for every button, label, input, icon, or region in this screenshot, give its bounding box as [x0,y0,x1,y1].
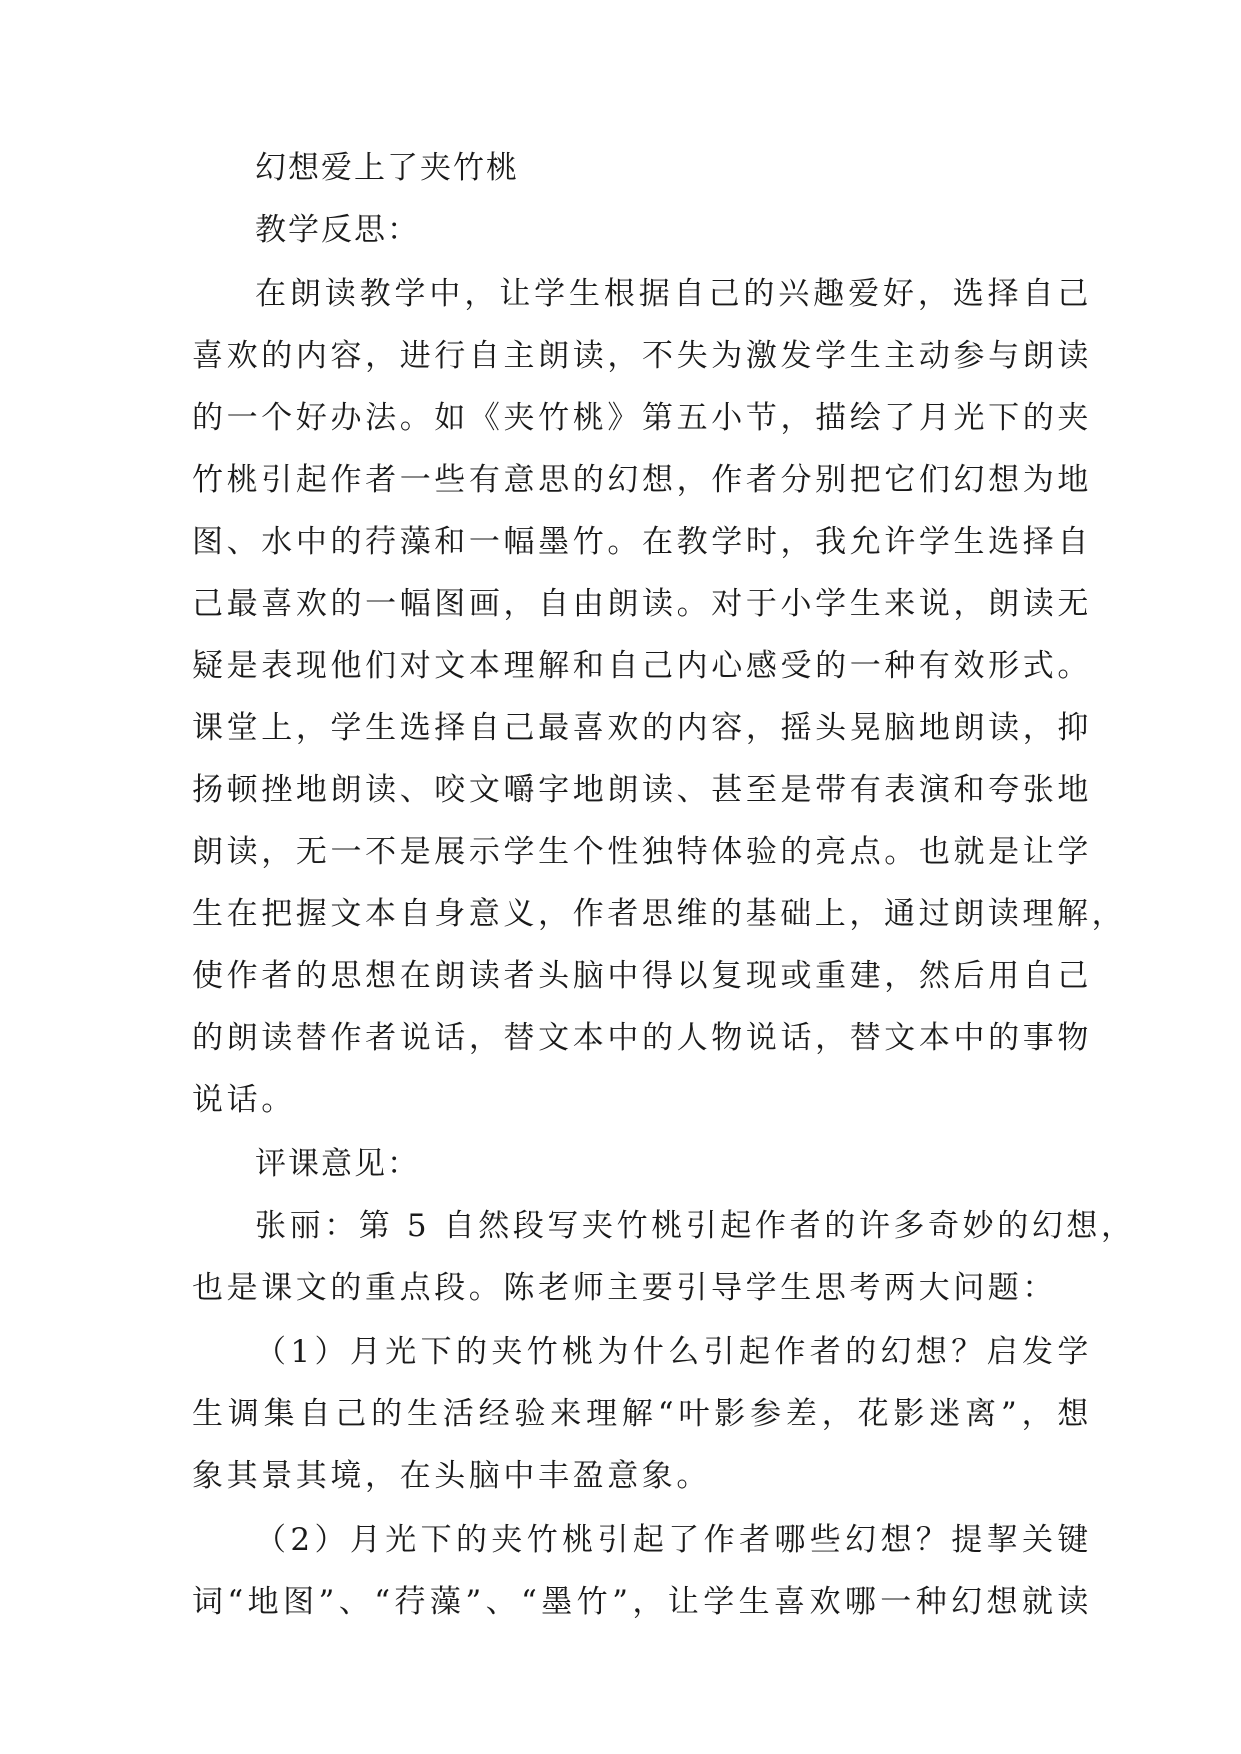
reflection-line: 疑是表现他们对文本理解和自己内心感受的一种有效形式。 [192,648,1092,684]
review-heading: 评课意见： [255,1146,420,1182]
review-line: 象其景其境，在头脑中丰盈意象。 [192,1458,711,1494]
reflection-line: 在朗读教学中，让学生根据自己的兴趣爱好，选择自己 [255,276,1092,312]
review-line: 也是课文的重点段。陈老师主要引导学生思考两大问题： [192,1270,1057,1306]
reflection-line: 竹桃引起作者一些有意思的幻想，作者分别把它们幻想为地 [192,462,1092,498]
reflection-heading: 教学反思： [255,212,420,248]
review-line: （2）月光下的夹竹桃引起了作者哪些幻想？提挈关键 [255,1522,1092,1558]
reflection-line: 课堂上，学生选择自己最喜欢的内容，摇头晃脑地朗读，抑 [192,710,1092,746]
reflection-line: 使作者的思想在朗读者头脑中得以复现或重建，然后用自己 [192,958,1092,994]
reflection-line: 的一个好办法。如《夹竹桃》第五小节，描绘了月光下的夹 [192,400,1092,436]
review-line: 词“地图”、“荇藻”、“墨竹”，让学生喜欢哪一种幻想就读 [192,1584,1092,1620]
reflection-line: 生在把握文本自身意义，作者思维的基础上，通过朗读理解， [192,896,1127,932]
review-line: 张丽：第 5 自然段写夹竹桃引起作者的许多奇妙的幻想， [255,1208,1136,1244]
reflection-line: 己最喜欢的一幅图画，自由朗读。对于小学生来说，朗读无 [192,586,1092,622]
reflection-line: 说话。 [192,1082,296,1118]
reflection-line: 扬顿挫地朗读、咬文嚼字地朗读、甚至是带有表演和夸张地 [192,772,1092,808]
reflection-line: 图、水中的荇藻和一幅墨竹。在教学时，我允许学生选择自 [192,524,1092,560]
review-line: 生调集自己的生活经验来理解“叶影参差，花影迷离”，想 [192,1396,1092,1432]
reflection-line: 朗读，无一不是展示学生个性独特体验的亮点。也就是让学 [192,834,1092,870]
document-title: 幻想爱上了夹竹桃 [255,150,519,186]
review-line: （1）月光下的夹竹桃为什么引起作者的幻想？启发学 [255,1334,1092,1370]
reflection-line: 喜欢的内容，进行自主朗读，不失为激发学生主动参与朗读 [192,338,1092,374]
reflection-line: 的朗读替作者说话，替文本中的人物说话，替文本中的事物 [192,1020,1092,1056]
